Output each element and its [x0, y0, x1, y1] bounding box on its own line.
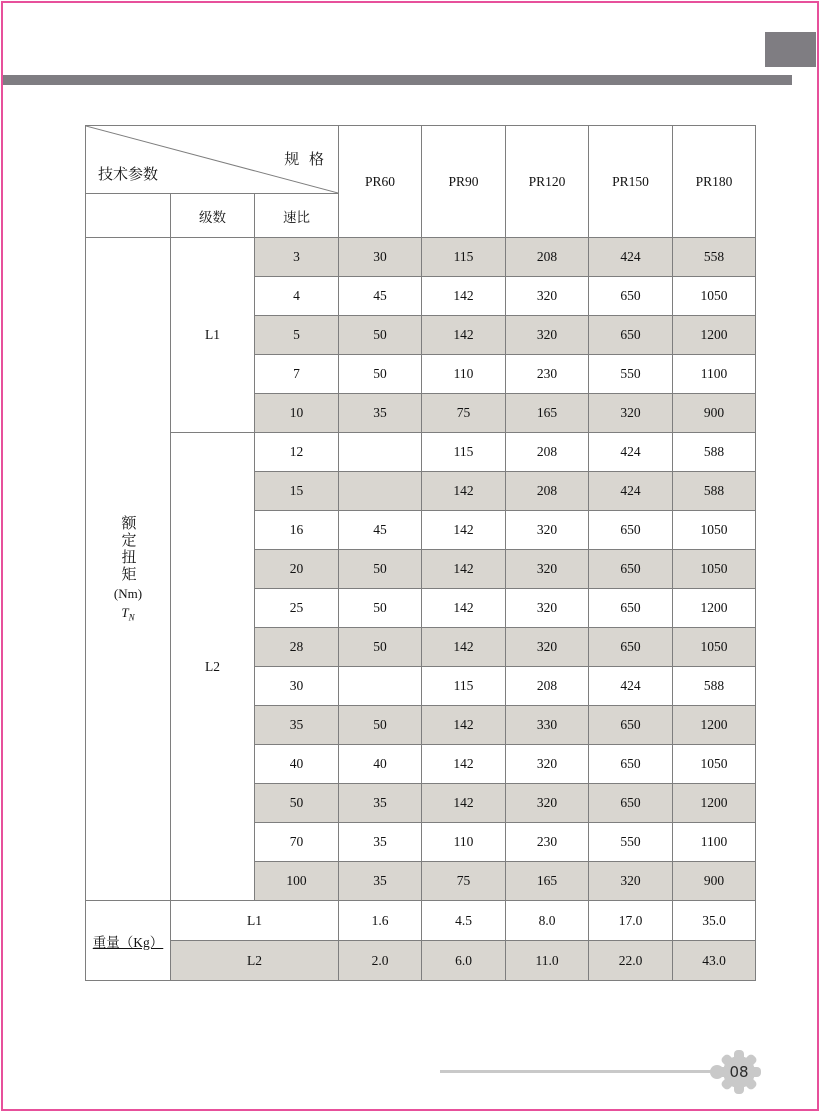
- value-cell: 142: [422, 277, 506, 316]
- tech-params-label: 技术参数: [98, 167, 159, 183]
- value-cell: 142: [422, 745, 506, 784]
- value-cell: 43.0: [673, 941, 756, 981]
- value-cell: 230: [506, 823, 589, 862]
- col-header-pr60: PR60: [339, 126, 422, 238]
- table-row: [86, 433, 756, 472]
- ratio-cell: 15: [255, 472, 339, 511]
- empty-header-cell: [86, 194, 171, 238]
- weight-row: [86, 901, 756, 941]
- value-cell: 11.0: [506, 941, 589, 981]
- value-cell: 650: [589, 745, 673, 784]
- value-cell: 142: [422, 511, 506, 550]
- value-cell: 588: [673, 433, 756, 472]
- value-cell: 558: [673, 238, 756, 277]
- stage-cell-l2: L2: [171, 433, 255, 901]
- col-header-pr150: PR150: [589, 126, 673, 238]
- weight-label-cell: [86, 901, 171, 981]
- value-cell: 588: [673, 667, 756, 706]
- value-cell: 208: [506, 472, 589, 511]
- value-cell: 208: [506, 667, 589, 706]
- value-cell: 1050: [673, 745, 756, 784]
- value-cell: 650: [589, 550, 673, 589]
- value-cell: [339, 667, 422, 706]
- ratio-cell: 16: [255, 511, 339, 550]
- value-cell: 1200: [673, 316, 756, 355]
- ratio-cell: 7: [255, 355, 339, 394]
- torque-symbol-letter: T: [121, 605, 129, 621]
- ratio-cell: 28: [255, 628, 339, 667]
- value-cell: 35: [339, 394, 422, 433]
- value-cell: [339, 472, 422, 511]
- value-cell: 8.0: [506, 901, 589, 941]
- torque-label-cell: [86, 238, 171, 901]
- value-cell: 142: [422, 316, 506, 355]
- value-cell: 1100: [673, 823, 756, 862]
- value-cell: 550: [589, 355, 673, 394]
- value-cell: 650: [589, 589, 673, 628]
- value-cell: 17.0: [589, 901, 673, 941]
- ratio-cell: 50: [255, 784, 339, 823]
- value-cell: 40: [339, 745, 422, 784]
- value-cell: 165: [506, 394, 589, 433]
- value-cell: 1200: [673, 589, 756, 628]
- gear-page-badge-icon: [715, 1048, 763, 1096]
- value-cell: 75: [422, 394, 506, 433]
- value-cell: 1200: [673, 784, 756, 823]
- ratio-cell: 10: [255, 394, 339, 433]
- value-cell: 208: [506, 238, 589, 277]
- value-cell: 650: [589, 277, 673, 316]
- page-number: 08: [729, 1063, 749, 1081]
- stage-header: 级数: [171, 194, 255, 238]
- value-cell: 75: [422, 862, 506, 901]
- value-cell: 1050: [673, 277, 756, 316]
- value-cell: 115: [422, 667, 506, 706]
- value-cell: 320: [506, 316, 589, 355]
- value-cell: 50: [339, 628, 422, 667]
- value-cell: 208: [506, 433, 589, 472]
- value-cell: 320: [506, 628, 589, 667]
- ratio-header: 速比: [255, 194, 339, 238]
- value-cell: 45: [339, 277, 422, 316]
- value-cell: 650: [589, 784, 673, 823]
- value-cell: 230: [506, 355, 589, 394]
- value-cell: 110: [422, 355, 506, 394]
- spec-table: [85, 125, 756, 981]
- value-cell: 1050: [673, 628, 756, 667]
- weight-stage-cell: L2: [171, 941, 339, 981]
- ratio-cell: 30: [255, 667, 339, 706]
- value-cell: 45: [339, 511, 422, 550]
- ratio-cell: 25: [255, 589, 339, 628]
- torque-title: 额定扭矩: [119, 515, 136, 584]
- value-cell: 424: [589, 667, 673, 706]
- value-cell: 142: [422, 628, 506, 667]
- value-cell: 142: [422, 784, 506, 823]
- value-cell: 35: [339, 862, 422, 901]
- value-cell: 320: [506, 277, 589, 316]
- value-cell: 900: [673, 862, 756, 901]
- value-cell: 1100: [673, 355, 756, 394]
- value-cell: 6.0: [422, 941, 506, 981]
- value-cell: 50: [339, 706, 422, 745]
- torque-symbol: [121, 605, 134, 623]
- ratio-cell: 3: [255, 238, 339, 277]
- value-cell: 35: [339, 823, 422, 862]
- value-cell: 320: [506, 550, 589, 589]
- weight-row: [86, 941, 756, 981]
- value-cell: 320: [506, 511, 589, 550]
- value-cell: 1050: [673, 511, 756, 550]
- table-row: [86, 238, 756, 277]
- value-cell: 22.0: [589, 941, 673, 981]
- ratio-cell: 20: [255, 550, 339, 589]
- value-cell: [339, 433, 422, 472]
- stage-cell-l1: L1: [171, 238, 255, 433]
- value-cell: 165: [506, 862, 589, 901]
- value-cell: 142: [422, 550, 506, 589]
- footer-divider-line: [440, 1070, 714, 1073]
- value-cell: 115: [422, 433, 506, 472]
- diagonal-header-cell: [86, 126, 339, 194]
- top-right-corner-block: [765, 32, 816, 67]
- value-cell: 115: [422, 238, 506, 277]
- value-cell: 50: [339, 550, 422, 589]
- value-cell: 320: [589, 394, 673, 433]
- value-cell: 50: [339, 589, 422, 628]
- value-cell: 4.5: [422, 901, 506, 941]
- col-header-pr180: PR180: [673, 126, 756, 238]
- value-cell: 424: [589, 238, 673, 277]
- col-header-pr120: PR120: [506, 126, 589, 238]
- top-divider-bar: [3, 75, 792, 85]
- value-cell: 1200: [673, 706, 756, 745]
- value-cell: 320: [506, 745, 589, 784]
- value-cell: 588: [673, 472, 756, 511]
- torque-unit: (Nm): [113, 586, 143, 602]
- value-cell: 142: [422, 472, 506, 511]
- value-cell: 110: [422, 823, 506, 862]
- torque-label: [86, 515, 170, 623]
- value-cell: 320: [589, 862, 673, 901]
- value-cell: 650: [589, 511, 673, 550]
- value-cell: 320: [506, 784, 589, 823]
- torque-symbol-sub: N: [128, 612, 135, 623]
- value-cell: 30: [339, 238, 422, 277]
- value-cell: 2.0: [339, 941, 422, 981]
- value-cell: 142: [422, 706, 506, 745]
- ratio-cell: 70: [255, 823, 339, 862]
- weight-stage-cell: L1: [171, 901, 339, 941]
- value-cell: 35: [339, 784, 422, 823]
- spec-header-label: 规 格: [284, 152, 328, 168]
- header-row-1: [86, 126, 756, 194]
- value-cell: 424: [589, 472, 673, 511]
- value-cell: 650: [589, 628, 673, 667]
- ratio-cell: 35: [255, 706, 339, 745]
- value-cell: 650: [589, 706, 673, 745]
- value-cell: 424: [589, 433, 673, 472]
- ratio-cell: 100: [255, 862, 339, 901]
- value-cell: 50: [339, 355, 422, 394]
- weight-label: 重量（Kg）: [92, 934, 164, 950]
- value-cell: 550: [589, 823, 673, 862]
- ratio-cell: 40: [255, 745, 339, 784]
- value-cell: 142: [422, 589, 506, 628]
- value-cell: 35.0: [673, 901, 756, 941]
- ratio-cell: 5: [255, 316, 339, 355]
- value-cell: 650: [589, 316, 673, 355]
- value-cell: 1050: [673, 550, 756, 589]
- value-cell: 330: [506, 706, 589, 745]
- ratio-cell: 4: [255, 277, 339, 316]
- col-header-pr90: PR90: [422, 126, 506, 238]
- value-cell: 900: [673, 394, 756, 433]
- value-cell: 1.6: [339, 901, 422, 941]
- ratio-cell: 12: [255, 433, 339, 472]
- value-cell: 50: [339, 316, 422, 355]
- value-cell: 320: [506, 589, 589, 628]
